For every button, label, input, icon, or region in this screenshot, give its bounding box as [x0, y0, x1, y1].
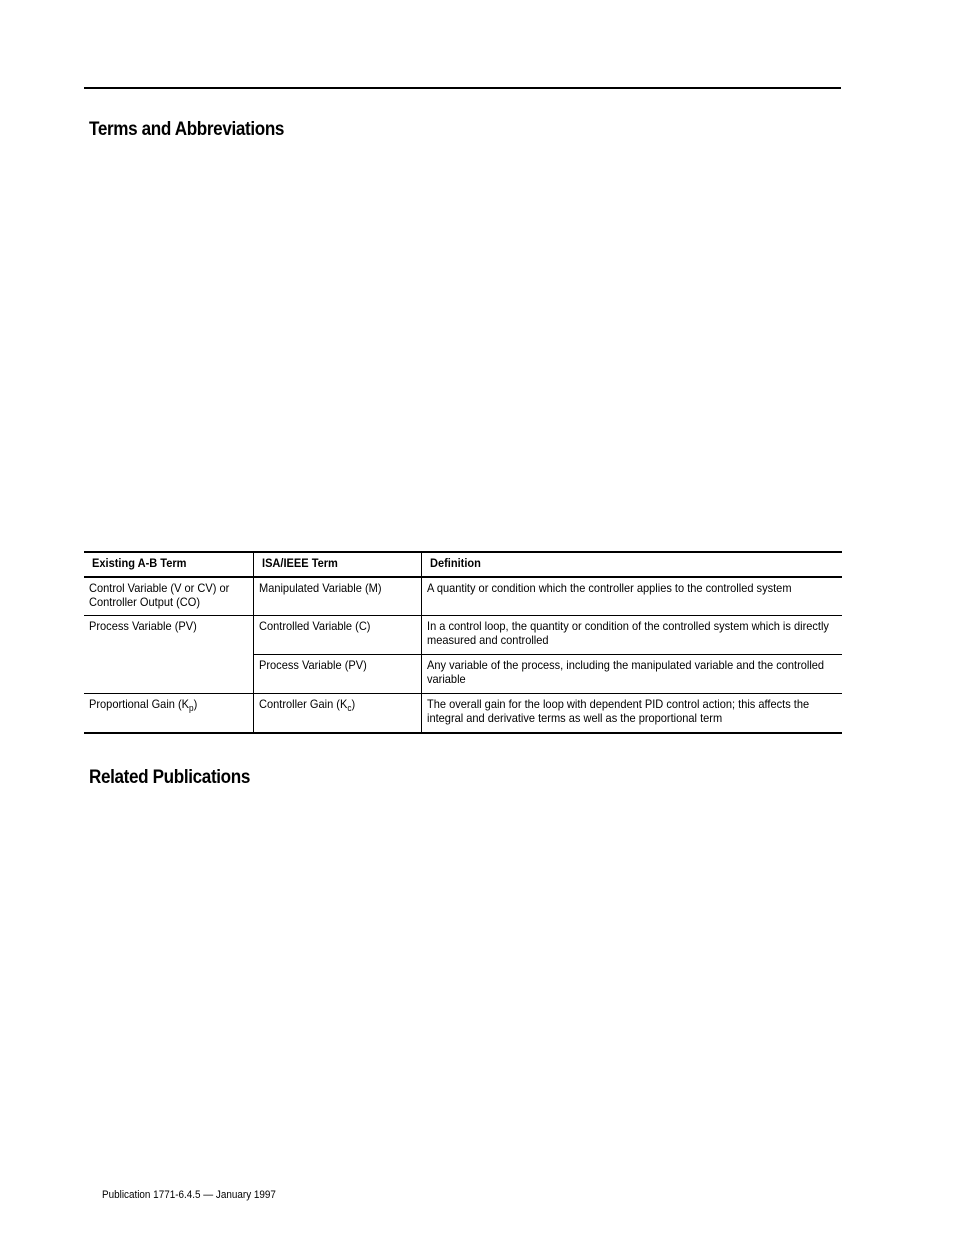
isa-term-cell: Manipulated Variable (M)	[253, 577, 421, 616]
definition-cell: A quantity or condition which the controller applies to the controlled system	[421, 577, 842, 616]
header-definition: Definition	[421, 552, 842, 577]
ab-term-cell: Control Variable (V or CV) or Controller Output (CO)	[89, 581, 230, 609]
definition-cell: The overall gain for the loop with dependent PID control action; this affects the integral and derivative terms as well as the proportional term	[421, 694, 842, 734]
table-row	[84, 616, 842, 655]
definition-cell: Any variable of the process, including the manipulated variable and the controlled variable	[421, 655, 842, 694]
definition-cell: In a control loop, the quantity or condition of the controlled system which is directly measured and controlled	[421, 616, 842, 655]
isa-term-cell: Controller Gain $(K_c)$	[253, 694, 421, 734]
terms-heading: Terms and Abbreviations	[89, 119, 285, 140]
isa-term-cell: Controlled Variable (C)	[253, 616, 421, 655]
header-existing-ab-term: Existing A-B Term	[84, 552, 253, 577]
publication-footer: Publication 1771-6.4.5 — January 1997	[102, 1189, 276, 1201]
terms-table	[84, 551, 842, 734]
table-row	[84, 577, 842, 616]
related-publications-heading: Related Publications	[89, 767, 250, 788]
ab-term-cell: Proportional Gain $(K_p)$	[84, 694, 253, 734]
table-row	[84, 694, 842, 734]
isa-term-cell: Process Variable (PV)	[253, 655, 421, 694]
ab-term-cell: Process Variable (PV)	[84, 616, 253, 694]
table-header-row	[84, 552, 842, 577]
top-rule	[84, 87, 841, 89]
header-isa-ieee-term: ISA/IEEE Term	[253, 552, 421, 577]
